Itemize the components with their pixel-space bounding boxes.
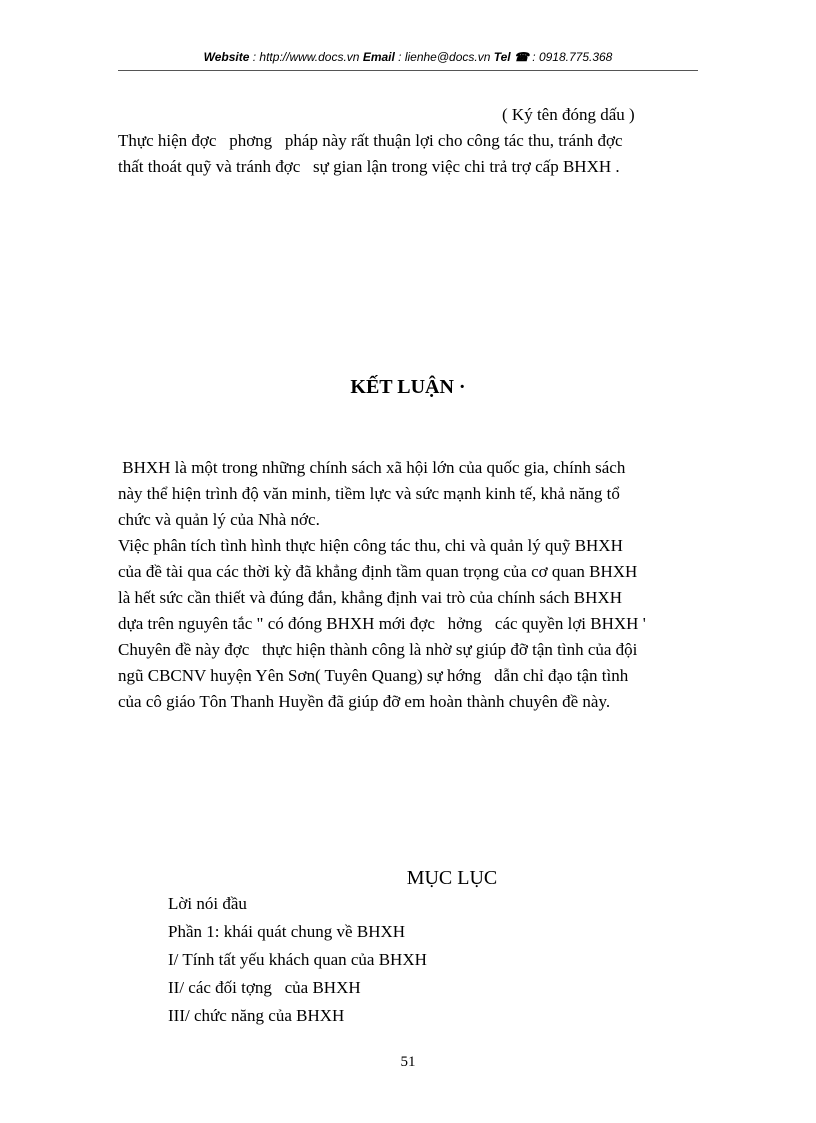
email-label: Email (362, 50, 395, 64)
conclusion-body (118, 455, 698, 715)
paragraph-line: Chuyên đề này đợc thực hiện thành công là nhờ sự giúp đỡ tận tình của đội (118, 640, 638, 659)
paragraph-line: chức và quản lý của Nhà nớc. (118, 510, 320, 529)
toc-item: II/ các đối tợng của BHXH (168, 978, 361, 997)
paragraph-line: Việc phân tích tình hình thực hiện công tác thu, chi và quản lý quỹ BHXH (118, 536, 623, 555)
paragraph-line: này thể hiện trình độ văn minh, tiềm lực và sức mạnh kinh tế, khả năng tổ (118, 484, 620, 503)
paragraph-line: thất thoát quỹ và tránh đợc sự gian lận trong việc chi trả trợ cấp BHXH . (118, 157, 620, 176)
website-label: Website (203, 50, 250, 64)
conclusion-title: KẾT LUẬN · (350, 376, 466, 398)
page-header (118, 50, 698, 64)
signature-note: ( Ký tên đóng dấu ) (502, 105, 635, 124)
paragraph-line: BHXH là một trong những chính sách xã hội lớn của quốc gia, chính sách (118, 458, 626, 477)
page-number: 51 (400, 1054, 416, 1070)
toc-item: Phần 1: khái quát chung về BHXH (168, 922, 406, 941)
table-of-contents (168, 890, 427, 1030)
paragraph-line: Thực hiện đợc phơng pháp này rất thuận lợi cho công tác thu, tránh đợc (118, 131, 623, 150)
phone-icon: ☎ (513, 50, 529, 64)
paragraph-line: dựa trên nguyên tắc " có đóng BHXH mới đợc hởng các quyền lợi BHXH ' (118, 614, 646, 633)
toc-item: III/ chức năng của BHXH (168, 1006, 345, 1025)
email-value: : lienhe@docs.vn (394, 50, 494, 64)
paragraph-line: là hết sức cần thiết và đúng đắn, khẳng định vai trò của chính sách BHXH (118, 588, 622, 607)
tel-label: Tel (493, 50, 511, 64)
toc-title: MỤC LỤC (406, 867, 498, 889)
toc-item: I/ Tính tất yếu khách quan của BHXH (168, 950, 427, 969)
paragraph-line: của cô giáo Tôn Thanh Huyền đã giúp đỡ em hoàn thành chuyên đề này. (118, 692, 611, 711)
paragraph-line: ngũ CBCNV huyện Yên Sơn( Tuyên Quang) sự hớng dẫn chỉ đạo tận tình (118, 666, 629, 685)
tel-value: : 0918.775.368 (528, 50, 613, 64)
toc-item: Lời nói đầu (168, 894, 247, 913)
website-value: : http://www.docs.vn (249, 50, 363, 64)
intro-paragraph (118, 128, 698, 180)
paragraph-line: của đề tài qua các thời kỳ đã khẳng định tầm quan trọng của cơ quan BHXH (118, 562, 638, 581)
header-divider (118, 70, 698, 71)
